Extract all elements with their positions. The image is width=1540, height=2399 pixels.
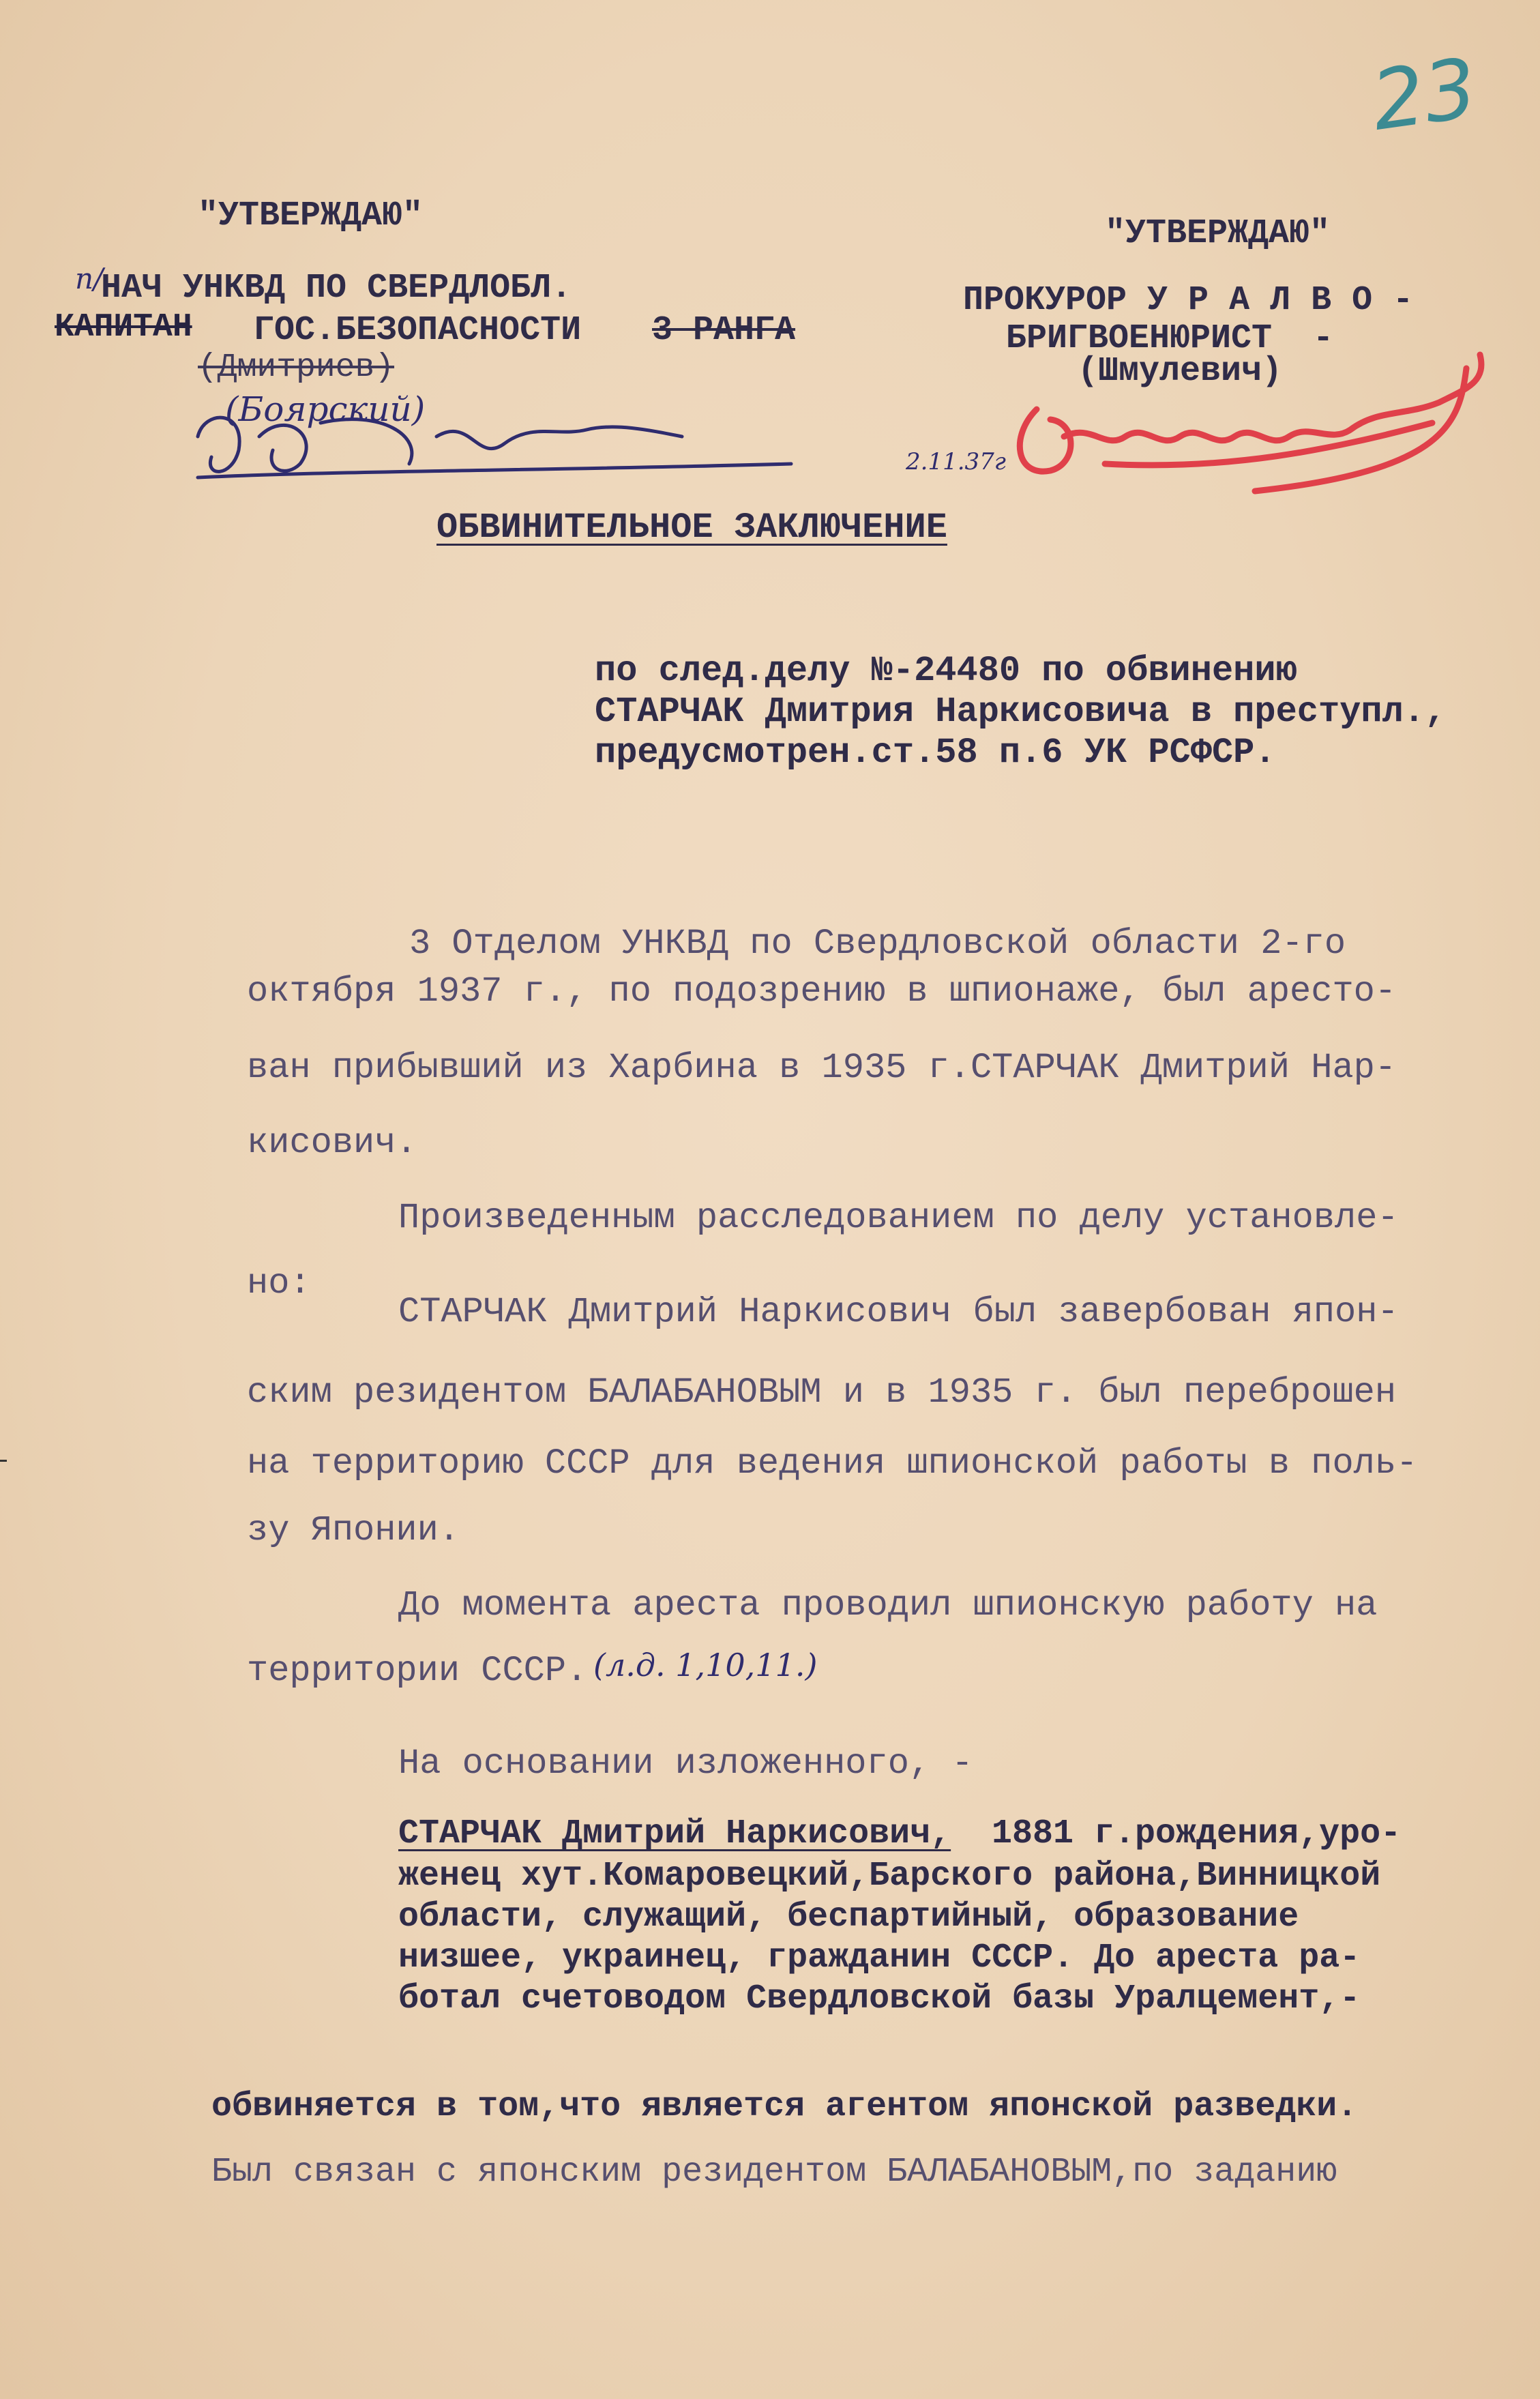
left-approve-label: "УТВЕРЖДАЮ" bbox=[198, 196, 424, 235]
body-p1-line3: ван прибывший из Харбина в 1935 г.СТАРЧАК Дмитрий Нар- bbox=[247, 1048, 1397, 1088]
body-p3-line3: на территорию СССР для ведения шпионской работы в поль- bbox=[247, 1443, 1418, 1484]
case-heading-line1: по след.делу №-24480 по обвинению bbox=[595, 651, 1297, 691]
left-margin-mark: п/ bbox=[75, 262, 104, 295]
case-heading-line2: СТАРЧАК Дмитрия Наркисовича в преступл., bbox=[595, 692, 1447, 732]
body-p7-line1: обвиняется в том,что является агентом японской разведки. bbox=[211, 2087, 1358, 2126]
body-p4-line1: До момента ареста проводил шпионскую работу на bbox=[398, 1585, 1378, 1625]
case-heading-line3: предусмотрен.ст.58 п.6 УК РСФСР. bbox=[595, 733, 1276, 773]
body-p2-line1: Произведенным расследованием по делу установле- bbox=[398, 1198, 1399, 1238]
body-p1-line4: кисович. bbox=[247, 1123, 417, 1163]
body-p6-line3: области, служащий, беспартийный, образование bbox=[398, 1898, 1299, 1937]
left-struck-name: (Дмитриев) bbox=[198, 349, 395, 386]
body-p6-line2: женец хут.Комаровецкий,Барского района,Винницкой bbox=[398, 1857, 1381, 1896]
body-p3-line4: зу Японии. bbox=[247, 1510, 460, 1550]
body-p5-line1: На основании изложенного, - bbox=[398, 1743, 973, 1784]
right-approve-label: "УТВЕРЖДАЮ" bbox=[1105, 214, 1331, 253]
document-title: ОБВИНИТЕЛЬНОЕ ЗАКЛЮЧЕНИЕ bbox=[436, 507, 947, 548]
left-struck-rank: КАПИТАН bbox=[55, 309, 192, 346]
left-approver-line1: НАЧ УНКВД ПО СВЕРДЛОБЛ. bbox=[101, 269, 572, 308]
right-approver-line1: ПРОКУРОР У Р А Л В О - bbox=[963, 281, 1414, 320]
page-number: 23 bbox=[1366, 41, 1483, 149]
body-p1-line1: 3 Отделом УНКВД по Свердловской области 2-го bbox=[409, 924, 1346, 964]
margin-tick bbox=[0, 1460, 7, 1462]
right-approver-line2: БРИГВОЕНЮРИСТ - bbox=[1006, 319, 1334, 358]
right-date-note: 2.11.37г bbox=[906, 448, 1006, 475]
body-p3-line1: СТАРЧАК Дмитрий Наркисович был завербован япон- bbox=[398, 1292, 1399, 1332]
left-struck-rank-suffix: 3 РАНГА bbox=[652, 311, 796, 350]
body-p7-line2: Был связан с японским резидентом БАЛАБАНОВЫМ,по заданию bbox=[211, 2153, 1337, 2192]
body-p6-line5: ботал счетоводом Свердловской базы Уралцемент,- bbox=[398, 1979, 1361, 2018]
left-handwritten-name: (Боярский) bbox=[225, 389, 426, 429]
body-p3-line2: ским резидентом БАЛАБАНОВЫМ и в 1935 г. был переброшен bbox=[247, 1372, 1397, 1413]
body-p6-line4: низшее, украинец, гражданин СССР. До ареста ра- bbox=[398, 1939, 1361, 1977]
body-p2-line2: но: bbox=[247, 1263, 311, 1304]
body-p1-line2: октября 1937 г., по подозрению в шпионаже, был аресто- bbox=[247, 971, 1397, 1012]
body-p4-note: (л.д. 1,10,11.) bbox=[593, 1647, 818, 1683]
body-p6-line1-rest: 1881 г.рождения,уро- bbox=[971, 1814, 1402, 1853]
right-approver-name: (Шмулевич) bbox=[1078, 352, 1283, 391]
body-p4-line2: территории СССР. bbox=[247, 1651, 588, 1691]
left-approver-line2: ГОС.БЕЗОПАСНОСТИ bbox=[254, 311, 582, 350]
body-p6-name: СТАРЧАК Дмитрий Наркисович, bbox=[398, 1814, 951, 1853]
